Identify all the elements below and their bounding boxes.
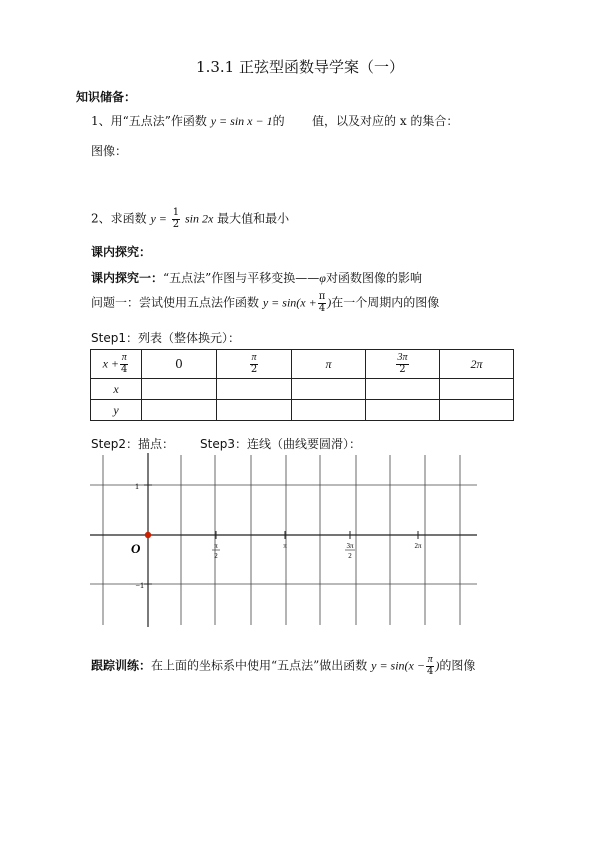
x-label-pi2-num: π [214,542,218,550]
table-col-pi-text: π [325,356,332,371]
practice-tail: 的图像 [439,658,476,673]
q2-y-eq: y = [150,211,167,226]
q2-prefix: 2、求函数 [91,211,147,226]
question-1 [91,112,285,129]
table-header-expr [91,350,142,379]
table-col-pi2-num: π [251,352,257,363]
practice-label: 跟踪训练： [91,658,152,673]
q1-line2: 图像： [91,144,128,158]
problem-1-frac-den: 4 [318,302,326,314]
table-row-y-text: y [113,402,119,417]
q2-suffix: 最大值和最小 [217,211,290,226]
explore-1 [91,269,422,286]
x-label-3pi2-den: 2 [348,552,352,560]
table-cell[interactable] [142,379,217,400]
value-table [90,349,514,421]
table-row-x [91,379,514,400]
table-cell[interactable] [292,400,366,421]
table-col-0-text: 0 [175,357,183,371]
problem-1-func-close: ) [327,295,332,310]
table-col-pi2-den: 2 [250,363,258,375]
x-label-2pi: 2π [414,542,422,550]
table-cell[interactable] [142,400,217,421]
problem-1-label: 问题一： [91,295,140,310]
problem-1-fraction [318,292,327,314]
x-label-pi2-den: 2 [214,552,218,560]
q2-func-tail: sin 2x [184,211,214,226]
practice-text: 在上面的坐标系中使用“五点法”做出函数 [151,658,368,673]
table-col-pi [292,350,366,379]
q1-function: y = sin x − 1 [210,114,273,128]
origin-point [145,532,151,538]
table-col-3pi2-den: 2 [399,363,406,375]
table-col-pi2-fraction [250,353,258,375]
practice-func-close: ) [435,658,440,673]
problem-1-text: 尝试使用五点法作函数 [139,295,260,310]
q2-frac-den: 2 [172,218,180,230]
step-2: Step2：描点： [91,437,174,451]
table-row-x-text: x [113,381,119,396]
y-label-neg1: −1 [135,581,144,590]
problem-1-frac-num: π [318,291,326,302]
problem-1 [91,292,439,314]
section-knowledge-heading: 知识储备： [76,90,137,104]
y-label-1: 1 [135,482,139,491]
table-header-expr-text: x + [102,356,120,371]
table-col-0 [142,350,217,379]
table-cell[interactable] [366,379,440,400]
table-header-row [91,350,514,379]
table-row-y [91,400,514,421]
table-header-fraction [120,353,128,375]
table-cell[interactable] [217,379,292,400]
table-header-num: π [121,352,127,363]
practice-frac-num: π [427,654,433,665]
explore-1-text: “五点法”作图与平移变换—— [163,271,320,285]
table-col-2pi-text: 2π [470,356,483,371]
page-title: 1.3.1 正弦型函数导学案（一） [196,58,404,76]
question-2 [91,208,289,230]
table-row-x-label [91,379,142,400]
practice [91,655,475,677]
q2-frac-num: 1 [172,207,180,218]
step-1: Step1：列表（整体换元）： [91,331,240,345]
practice-frac-den: 4 [426,665,434,677]
table-header-den: 4 [121,363,128,375]
practice-fraction [426,655,434,677]
table-col-3pi2 [366,350,440,379]
explore-1-phi: φ [319,271,326,285]
q1-suffix: 值，以及对应的 x 的集合： [312,114,459,128]
coordinate-grid[interactable] [85,450,485,630]
q1-prefix: 1、用“五点法”作函数 [91,114,207,128]
table-cell[interactable] [217,400,292,421]
problem-1-func-head: y = sin(x + [262,295,317,310]
problem-1-tail: 在一个周期内的图像 [331,295,440,310]
table-cell[interactable] [440,379,514,400]
section-explore-heading: 课内探究： [91,245,152,259]
q2-fraction [172,208,180,230]
table-cell[interactable] [440,400,514,421]
table-row-y-label [91,400,142,421]
step-3: Step3：连线（曲线要圆滑）： [200,437,361,451]
table-cell[interactable] [366,400,440,421]
practice-func-head: y = sin(x − [371,658,425,673]
explore-1-label: 课内探究一： [91,271,164,285]
q1-mid: 的 [272,114,285,128]
x-label-3pi2-num: 3π [346,542,354,550]
x-label-pi: π [283,542,287,550]
explore-1-tail: 对函数图像的影响 [325,271,422,285]
table-col-pi2 [217,350,292,379]
table-col-3pi2-num: 3π [397,352,408,363]
table-cell[interactable] [292,379,366,400]
origin-label: O [131,541,141,556]
table-col-2pi [440,350,514,379]
table-col-3pi2-fraction [396,353,408,375]
